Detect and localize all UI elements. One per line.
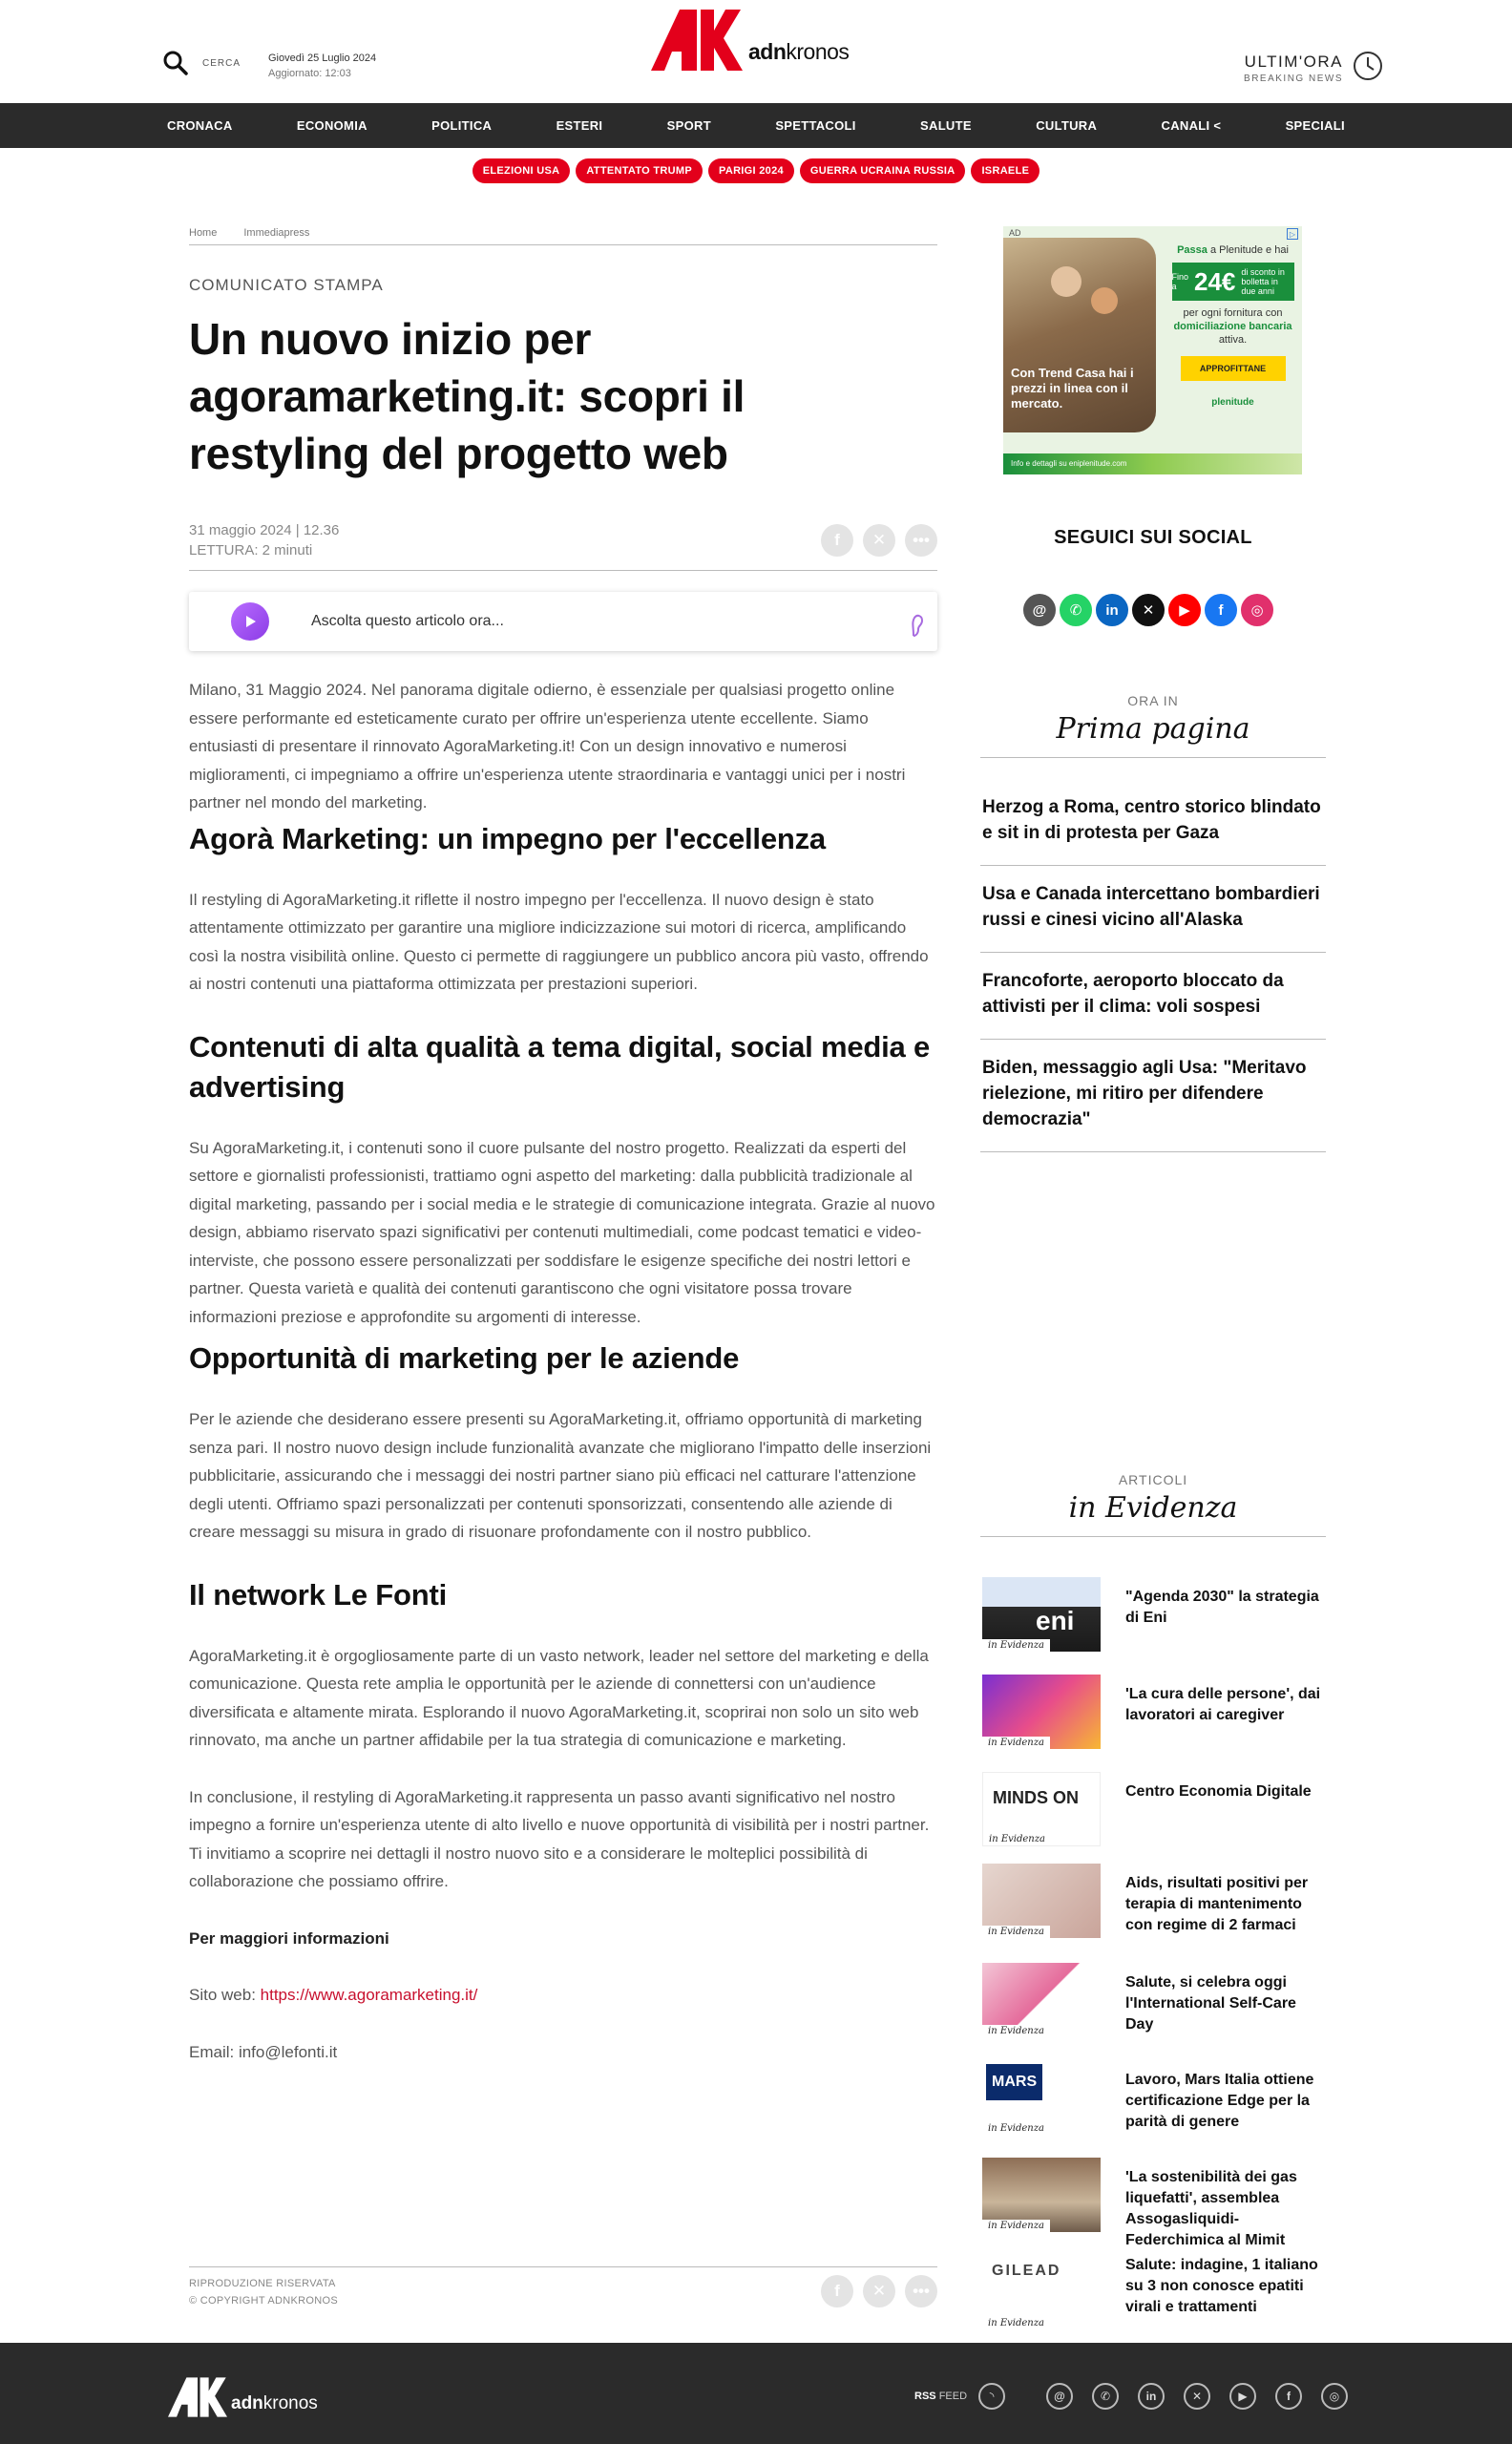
footer-social (1046, 2383, 1348, 2410)
article (189, 227, 937, 2066)
x-icon[interactable]: ✕ (1184, 2383, 1210, 2410)
article-footer (189, 2266, 937, 2309)
share-more-icon[interactable]: ••• (905, 2275, 937, 2307)
article-thumbnail (982, 1675, 1101, 1749)
share-x-icon[interactable]: ✕ (863, 2275, 895, 2307)
article-title: Un nuovo inizio per agoramarketing.it: scopri il restyling del progetto web (189, 314, 746, 478)
youtube-icon[interactable]: ▶ (1229, 2383, 1256, 2410)
ad-cta-button[interactable]: APPROFITTANE (1181, 356, 1286, 381)
footer-logo-bold: adn (231, 2393, 263, 2413)
article-thumbnail (982, 1577, 1101, 1652)
whatsapp-icon[interactable]: ✆ (1092, 2383, 1119, 2410)
list-item[interactable] (982, 1864, 1328, 1963)
instagram-icon[interactable]: ◎ (1241, 594, 1273, 626)
paragraph: AgoraMarketing.it è orgogliosamente parte di un vasto network, leader nel settore del marketing e della comunicazione. Questa rete amplia le opportunità per le aziende di connettersi con un'audience diversificata e altamente mirata. Esplorando il nuovo AgoraMarketing.it, scoprirai non solo un sito web rinnovato, ma anche un partner affidabile per la tua strategia di comunicazione e marketing. (189, 1646, 929, 1749)
share-buttons-top (821, 524, 937, 557)
evidenza-title: in Evidenza (1068, 1491, 1238, 1525)
evidenza-headline: 'La sostenibilità dei gas liquefatti', assemblea Assogasliquidi-Federchimica al Mimit (1125, 2169, 1297, 2248)
section-heading: Opportunità di marketing per le aziende (189, 1341, 740, 1375)
feed-text: FEED (938, 2391, 968, 2402)
share-facebook-icon[interactable]: f (821, 2275, 853, 2307)
section-heading: Agorà Marketing: un impegno per l'eccellenza (189, 821, 826, 855)
in-evidenza-label: in Evidenza (982, 2220, 1050, 2232)
article-body (189, 676, 937, 2066)
in-evidenza-label: in Evidenza (982, 2025, 1050, 2037)
website-line (189, 1981, 937, 2010)
play-icon (243, 615, 257, 628)
site-logo[interactable] (651, 10, 849, 71)
breadcrumb-home[interactable]: Home (189, 227, 218, 239)
list-item[interactable] (982, 2060, 1328, 2158)
article-date: 31 maggio 2024 | 12.36 (189, 522, 340, 538)
advertisement[interactable] (1003, 226, 1302, 474)
share-facebook-icon[interactable]: f (821, 524, 853, 557)
paragraph: In conclusione, il restyling di AgoraMarketing.it rappresenta un passo avanti significativo nel nostro impegno a fornire un'esperienza utente di alto livello e nuove opportunità di visibilità per i nostri partner. Ti invitiamo a scoprire nei dettagli il nostro nuovo sito e a considerare le molteplici possibilità di collaborazione che possiamo offrire. (189, 1787, 930, 1890)
clock-icon (1352, 50, 1384, 82)
paragraph: Milano, 31 Maggio 2024. Nel panorama digitale odierno, è essenziale per qualsiasi progetto online essere performante ed esteticamente curato per offrire un'esperienza utente eccellente. Siamo entusiasti di presentare il rinnovato AgoraMarketing.it! Con un design innovativo e numerosi miglioramenti, ci impegniamo a offrire un'esperienza utente straordinaria e vantaggi unici per i nostri partner nel mondo del marketing. (189, 681, 906, 811)
nav-item-economia[interactable]: ECONOMIA (296, 118, 368, 133)
facebook-icon[interactable]: f (1275, 2383, 1302, 2410)
ad-passa: Passa (1177, 244, 1208, 256)
linkedin-icon[interactable]: in (1138, 2383, 1165, 2410)
main-nav (0, 103, 1512, 148)
thumbnail-brand-text: MINDS ON (993, 1788, 1079, 1807)
list-item[interactable] (982, 2158, 1328, 2255)
ad-price-note: di sconto in bolletta in due anni (1241, 267, 1285, 296)
article-thumbnail (982, 2158, 1101, 2232)
prima-pagina-title: Prima pagina (1056, 712, 1250, 746)
facebook-icon[interactable]: f (1205, 594, 1237, 626)
tag-elezioni-usa[interactable]: ELEZIONI USA (472, 158, 571, 183)
thumbnail-brand-text: MARS (986, 2064, 1042, 2100)
social-title: SEGUICI SUI SOCIAL (1054, 527, 1252, 548)
site-footer (0, 2343, 1512, 2444)
evidenza-header (980, 1472, 1326, 1537)
reading-time: LETTURA: 2 minuti (189, 542, 313, 558)
nav-item-salute[interactable]: SALUTE (920, 118, 972, 133)
evidenza-kicker: ARTICOLI (1118, 1472, 1188, 1487)
share-buttons-bottom (821, 2275, 937, 2309)
nav-item-esteri[interactable]: ESTERI (556, 118, 603, 133)
ad-info-icon[interactable]: ▷ (1287, 228, 1298, 240)
prima-pagina-kicker: ORA IN (1127, 693, 1179, 708)
ad-brand: plenitude (1211, 397, 1254, 408)
list-item[interactable]: Francoforte, aeroporto bloccato da attivisti per il clima: voli sospesi (980, 953, 1326, 1040)
ad-caption: Con Trend Casa hai i prezzi in linea con il mercato. (1011, 366, 1134, 411)
ad-photo (1003, 238, 1156, 432)
ad-footer: Info e dettagli su eniplenitude.com (1003, 453, 1302, 474)
rights-reserved: RIPRODUZIONE RISERVATA (189, 2278, 336, 2289)
tag-guerra-ucraina-russia[interactable]: GUERRA UCRAINA RUSSIA (800, 158, 966, 183)
site-header (0, 0, 1512, 103)
tag-israele[interactable]: ISRAELE (971, 158, 1040, 183)
in-evidenza-label: in Evidenza (982, 1737, 1050, 1749)
nav-item-sport[interactable]: SPORT (666, 118, 711, 133)
list-item[interactable] (982, 1772, 1328, 1864)
ultimora-link[interactable] (1244, 53, 1343, 84)
nav-item-canali[interactable]: CANALI < (1161, 118, 1222, 133)
article-thumbnail (982, 2255, 1101, 2329)
thumbnail-brand-text: eni (1036, 1606, 1075, 1635)
hearing-icon (911, 613, 924, 638)
in-evidenza-label: in Evidenza (982, 2317, 1050, 2329)
paragraph: Per le aziende che desiderano essere presenti su AgoraMarketing.it, offriamo opportunità di marketing senza pari. Il nostro nuovo design include funzionalità avanzate che migliorano l'impatto delle inserzioni pubblicitarie, assicurando che i messaggi dei nostri partner siano più efficaci nel catturare l'attenzione degli utenti. Offriamo spazi personalizzati per contenuti sponsorizzati, consentendo alle aziende di creare messaggi su misura in grado di risuonare profondamente con il nostro pubblico. (189, 1410, 932, 1541)
thumbnail-brand-text: GILEAD (992, 2263, 1061, 2279)
footer-logo[interactable] (168, 2377, 318, 2417)
tag-parigi-2024[interactable]: PARIGI 2024 (708, 158, 794, 183)
share-x-icon[interactable]: ✕ (863, 524, 895, 557)
list-item[interactable] (982, 1577, 1328, 1675)
ad-attiva: attiva. (1218, 334, 1248, 346)
nav-item-cultura[interactable]: CULTURA (1036, 118, 1098, 133)
ad-domiciliazione: domiciliazione bancaria (1173, 321, 1292, 332)
youtube-icon[interactable]: ▶ (1168, 594, 1201, 626)
clock-button[interactable] (1352, 50, 1384, 87)
ad-line2: per ogni fornitura con (1183, 307, 1283, 319)
search-button[interactable] (162, 50, 241, 76)
prima-pagina-list (980, 779, 1326, 1152)
logo-text-bold: adn (748, 39, 787, 64)
more-info-heading: Per maggiori informazioni (189, 1928, 389, 1948)
prima-pagina-header (980, 693, 1326, 758)
email-line: Email: info@lefonti.it (189, 2042, 338, 2061)
website-link[interactable]: https://www.agoramarketing.it/ (260, 1986, 478, 2004)
x-icon[interactable]: ✕ (1132, 594, 1165, 626)
whatsapp-icon[interactable]: ✆ (1060, 594, 1092, 626)
share-more-icon[interactable]: ••• (905, 524, 937, 557)
copyright (189, 2275, 338, 2309)
ad-line1: a Plenitude e hai (1209, 244, 1289, 256)
tag-attentato-trump[interactable]: ATTENTATO TRUMP (576, 158, 703, 183)
list-item[interactable]: Biden, messaggio agli Usa: "Meritavo rielezione, mi ritiro per difendere democrazia" (980, 1040, 1326, 1152)
ad-price-box (1172, 263, 1294, 301)
paragraph: Il restyling di AgoraMarketing.it riflette il nostro impegno per l'eccellenza. Il nuovo design è stato attentamente ottimizzato per garantire una migliore indicizzazione sui motori di ricerca, amplificando così la nostra visibilità online. Questo ci permette di raggiungere un pubblico ancora più vasto, offrendo ai nostri contenuti una piattaforma ottimizzata per prestazioni superiori. (189, 890, 929, 993)
logo-text-rest: kronos (786, 39, 850, 64)
linkedin-icon[interactable]: in (1096, 594, 1128, 626)
copyright-adnkronos: © COPYRIGHT ADNKRONOS (189, 2295, 339, 2307)
rss-feed[interactable] (914, 2383, 1005, 2410)
list-item[interactable] (982, 2255, 1328, 2328)
section-heading: Contenuti di alta qualità a tema digital, social media e advertising (189, 1029, 931, 1104)
evidenza-headline: Centro Economia Digitale (1125, 1783, 1312, 1800)
audio-label: Ascolta questo articolo ora... (311, 613, 504, 629)
date-block (268, 51, 376, 81)
article-meta (189, 520, 339, 560)
search-icon (162, 50, 189, 76)
social-icons (1023, 594, 1273, 626)
nav-item-cronaca[interactable]: CRONACA (167, 118, 233, 133)
article-thumbnail (982, 2060, 1101, 2135)
rss-text: RSS (914, 2391, 936, 2402)
ad-offer (1164, 243, 1302, 410)
evidenza-list (982, 1577, 1328, 2328)
instagram-icon[interactable]: ◎ (1321, 2383, 1348, 2410)
article-thumbnail (982, 1963, 1101, 2037)
rss-icon[interactable]: ◝ (978, 2383, 1005, 2410)
nav-item-speciali[interactable]: SPECIALI (1285, 118, 1345, 133)
ad-label: AD (1009, 228, 1021, 238)
list-item[interactable] (982, 1963, 1328, 2060)
footer-logo-text (231, 2393, 318, 2414)
logo-mark-icon (651, 10, 743, 71)
article-thumbnail (982, 1772, 1101, 1846)
list-item[interactable]: Usa e Canada intercettano bombardieri russi e cinesi vicino all'Alaska (980, 866, 1326, 953)
nav-item-spettacoli[interactable]: SPETTACOLI (775, 118, 856, 133)
logo-text (748, 39, 849, 65)
paragraph: Su AgoraMarketing.it, i contenuti sono il cuore pulsante del nostro progetto. Realizzati da esperti del settore e giornalisti professionisti, trattiamo ogni aspetto del marketing: dalla pubblicità tradizionale al digital marketing, passando per i social media e le strategie di comunicazione integrata. Grazie al nuovo design, abbiamo riservato spazi significativi per contenuti multimediali, come podcast tematici e video-interviste, che possono essere personalizzati per soddisfare le esigenze specifiche dei nostri lettori e partner. Questa varietà e qualità dei contenuti garantiscono che ogni visitatore possa trovare informazioni preziose e approfondite su argomenti di interesse. (189, 1138, 935, 1326)
threads-icon[interactable]: @ (1046, 2383, 1073, 2410)
evidenza-headline: Lavoro, Mars Italia ottiene certificazione Edge per la parità di genere (1125, 2072, 1314, 2130)
ad-fino: Fino a (1171, 272, 1189, 291)
footer-logo-rest: kronos (262, 2393, 318, 2413)
evidenza-headline: "Agenda 2030" la strategia di Eni (1125, 1589, 1319, 1626)
hot-tags (0, 158, 1512, 183)
nav-item-politica[interactable]: POLITICA (431, 118, 493, 133)
ultimora-title: ULTIM'ORA (1244, 53, 1343, 71)
evidenza-headline: Aids, risultati positivi per terapia di mantenimento con regime di 2 farmaci (1125, 1875, 1309, 1933)
breadcrumb (189, 227, 937, 245)
section-heading: Il network Le Fonti (189, 1577, 448, 1612)
threads-icon[interactable]: @ (1023, 594, 1056, 626)
in-evidenza-label: in Evidenza (983, 1833, 1051, 1845)
breadcrumb-immediapress[interactable]: Immediapress (243, 227, 310, 239)
evidenza-headline: 'La cura delle persone', dai lavoratori ai caregiver (1125, 1686, 1321, 1723)
rss-label (914, 2391, 967, 2402)
article-meta-row (189, 520, 937, 571)
list-item[interactable] (982, 1675, 1328, 1772)
play-button[interactable] (231, 602, 269, 641)
article-thumbnail (982, 1864, 1101, 1938)
updated-time: Aggiornato: 12:03 (268, 68, 351, 79)
footer-logo-mark-icon (168, 2377, 227, 2417)
website-label: Sito web: (189, 1986, 261, 2004)
in-evidenza-label: in Evidenza (982, 2122, 1050, 2135)
audio-player (189, 592, 937, 651)
evidenza-headline: Salute: indagine, 1 italiano su 3 non conosce epatiti virali e trattamenti (1125, 2257, 1318, 2315)
in-evidenza-label: in Evidenza (982, 1639, 1050, 1652)
evidenza-headline: Salute, si celebra oggi l'International Self-Care Day (1125, 1974, 1296, 2033)
ad-price: 24€ (1194, 267, 1236, 296)
article-kicker: COMUNICATO STAMPA (189, 276, 384, 294)
breaking-news-label: BREAKING NEWS (1244, 74, 1343, 84)
in-evidenza-label: in Evidenza (982, 1926, 1050, 1938)
search-label: CERCA (202, 57, 242, 69)
list-item[interactable]: Herzog a Roma, centro storico blindato e sit in di protesta per Gaza (980, 779, 1326, 866)
current-date: Giovedì 25 Luglio 2024 (268, 53, 377, 64)
